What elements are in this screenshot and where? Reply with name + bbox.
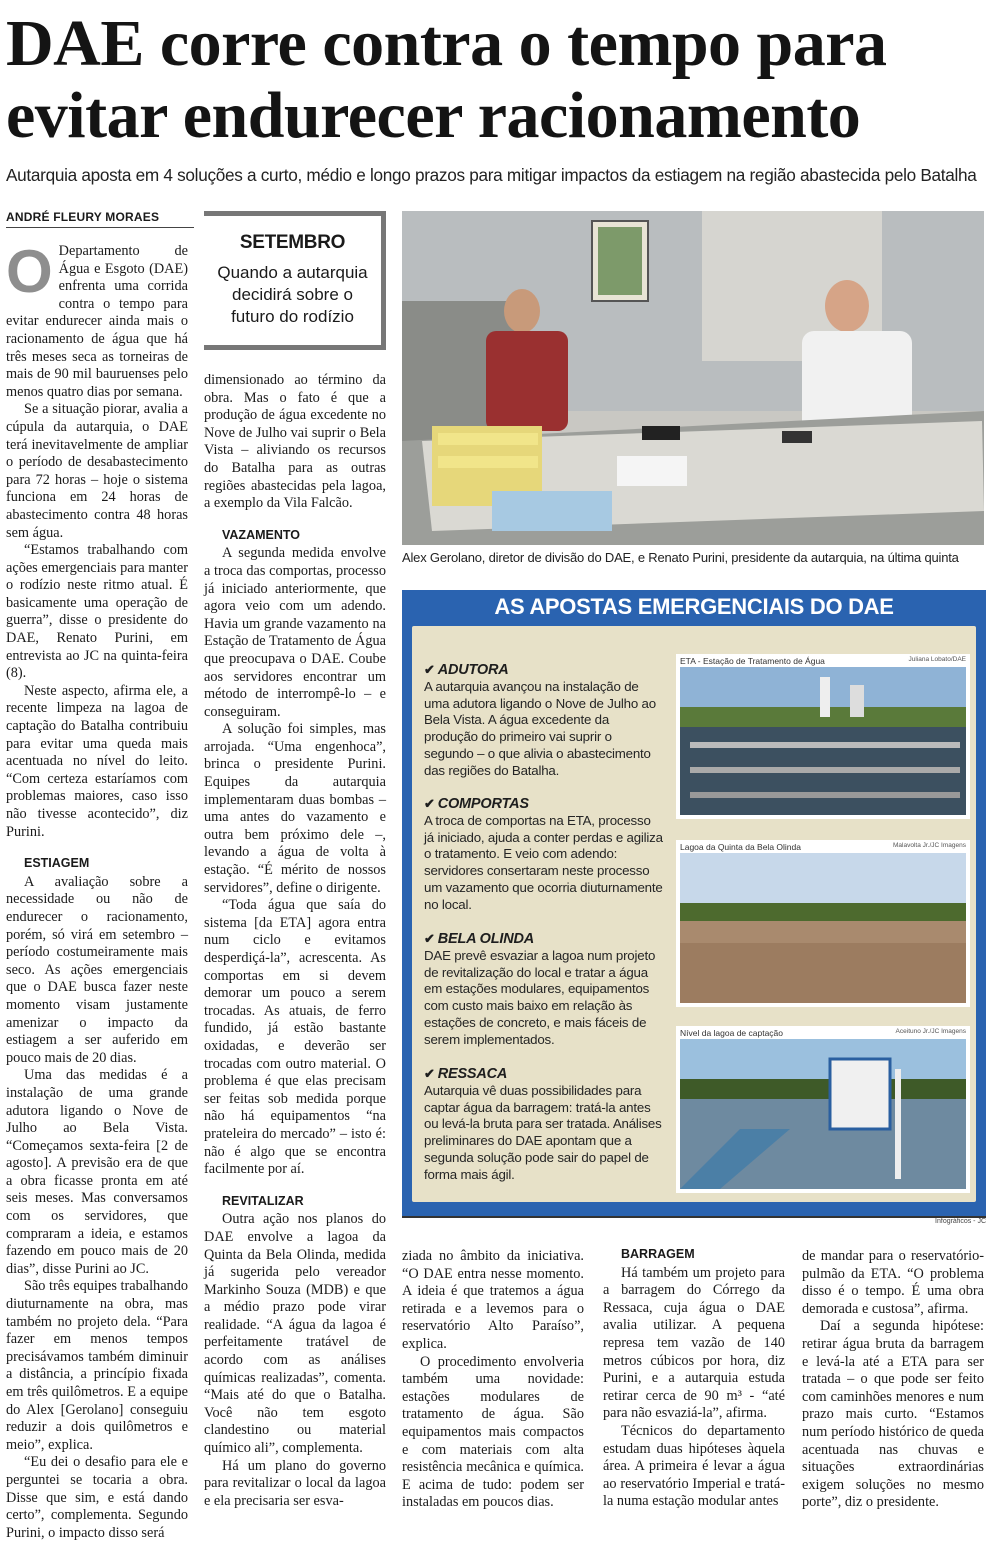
paragraph: Há um plano do governo para revitalizar o local da lagoa e ela precisaria ser esva-: [204, 1457, 386, 1509]
section-heading: BARRAGEM: [621, 1247, 695, 1261]
photo-caption: Alex Gerolano, diretor de divisão do DAE, e Renato Purini, presidente da autarquia, na última quinta: [402, 550, 959, 565]
item-text: DAE prevê esvaziar a lagoa num projeto de revitalização do local e tratar a água em estações modulares, equipamentos com custo mais baixo em relação às estações de concreto, e mais fáceis de serem implementados.: [424, 948, 656, 1047]
drop-cap: O: [6, 238, 53, 305]
byline: ANDRÉ FLEURY MORAES: [6, 210, 194, 228]
check-icon: ✔: [424, 796, 435, 811]
item-title: BELA OLINDA: [437, 931, 535, 947]
paragraph: Se a situação piorar, avalia a cúpula da autarquia, o DAE terá inevitavelmente de ampliar o período de desabastecimento para 72 horas – hoje o sistema funciona em 24 horas de abastecimento contra 48 horas sem água.: [6, 401, 188, 541]
paragraph: “Toda água que saía do sistema [da ETA] agora entra num ciclo e evitamos desperdiçá-la”, acrescenta. As comportas em si devem demorar um pouco a serem trocadas. As atuais, de ferro fundido, já estão bastante oxidadas, e deverão ser trocadas com outro material. O problema é que elas precisam ser feitas sob medida porque não há equipamentos “na prateleira do mercado” – isto é: não é algo que se encontra facilmente por aí.: [204, 897, 386, 1178]
article-column-1: [6, 238, 188, 1542]
infographic-title: AS APOSTAS EMERGENCIAIS DO DAE: [494, 594, 894, 619]
paragraph: Uma das medidas é a instalação de uma grande adutora ligando o Nove de Julho ao Bela Vista. “Começamos sexta-feira [2 de agosto]. A previsão era de que a obra ficasse pronta em até seis meses. Mas conversamos com os servidores, que compraram a ideia, e estamos fazendo em pouco mais de 20 dias”, disse Purini ao JC.: [6, 1067, 188, 1277]
item-text: A autarquia avançou na instalação de uma adutora ligando o Nove de Julho ao Bela Vista. A água excedente da produção do primeiro vai suprir o segundo – o que alivia o abastecimento das regiões do Batalha.: [424, 679, 656, 778]
check-icon: ✔: [424, 931, 435, 946]
paragraph: Outra ação nos planos do DAE envolve a lagoa da Quinta da Bela Olinda, medida já sugerida pelo vereador Markinho Souza (MDB) e que a médio prazo pode virar realidade. “A água da lagoa é perfeitamente tratável de acordo com as análises químicas realizadas”, comenta. “Mais até do que o Batalha. Você não tem esgoto clandestino ou material químico ali”, complementa.: [204, 1211, 386, 1457]
item-title: RESSACA: [437, 1066, 508, 1082]
section-heading: ESTIAGEM: [24, 856, 90, 871]
item-text: A troca de comportas na ETA, processo já iniciado, ajuda a conter perdas e agiliza o tratamento. E veio com adendo: servidores consertaram neste processo um vazamento que ocorria diuturnamente no local.: [424, 813, 663, 912]
section-heading: REVITALIZAR: [222, 1193, 304, 1208]
paragraph: Neste aspecto, afirma ele, a recente limpeza na lagoa de captação do Batalha contribuiu para evitar uma queda mais acentuada no nível do leito. “Com certeza estaríamos com problemas maiores, caso isso não tivesse acontecido”, diz Purini.: [6, 682, 188, 840]
paragraph: A avaliação sobre a necessidade ou não de endurecer o racionamento, porém, só virá em setembro – período costumeiramente mais seco. As ações emergenciais que o DAE busca fazer neste momento visam justamente amenizar o impacto da estiagem a ser auferido em pouco mais de 20 dias.: [6, 873, 188, 1066]
article-column-5: [802, 1248, 984, 1512]
infographic-photo: [676, 840, 970, 1007]
photo-label: ETA - Estação de Tratamento de Água: [680, 656, 825, 666]
infographic-credit: Infográficos - JC: [935, 1218, 986, 1225]
sidebar-box: [204, 211, 386, 350]
infographic-panel: [412, 626, 976, 1202]
paragraph: A solução foi simples, mas arrojada. “Uma engenhoca”, brinca o presidente Purini. Equipes da autarquia implementaram duas bombas – uma antes do vazamento e outra bem próximo dele –, levando a água de volta à estação. “É mérito de nossos servidores”, define o dirigente.: [204, 721, 386, 896]
check-icon: ✔: [424, 1066, 435, 1081]
lagoon-photo: [680, 853, 966, 1003]
item-title: ADUTORA: [437, 662, 509, 678]
paragraph: Daí a segunda hipótese: retirar água bruta da barragem e levá-la até a ETA para ser tratada – o que pode ser feito com caminhões menores e num prazo mais curto. “Estamos num período histórico de queda acentuada nas chuvas e situações extraordinárias exigem soluções no mesmo porte”, diz o presidente.: [802, 1318, 984, 1511]
photo-credit: Aceituno Jr./JC Imagens: [895, 1028, 966, 1035]
article-photo: [402, 211, 984, 545]
photo-label: Nível da lagoa de captação: [680, 1028, 784, 1038]
item-text: Autarquia vê duas possibilidades para captar água da barragem: tratá-la antes ou levá-la bruta para ser tratada. Análises preliminares do DAE apontam que a segunda solução pode sair do papel de forma mais ágil.: [424, 1083, 662, 1182]
infographic-item: [424, 1066, 664, 1183]
office-photo-illustration: [402, 211, 984, 545]
article-column-3: [402, 1248, 584, 1512]
headline-line-1: DAE corre contra o tempo para: [6, 7, 887, 80]
paragraph: Departamento de Água e Esgoto (DAE) enfrenta uma corrida contra o tempo para evitar endurecer ainda mais o racionamento de água que há três meses seca as torneiras de mais de 90 mil bauruenses pelo menos quatro dias por semana.: [6, 243, 188, 400]
eta-photo: [680, 667, 966, 815]
headline: [6, 8, 986, 152]
article-column-4: [603, 1234, 785, 1511]
infographic-item: [424, 796, 664, 913]
check-icon: ✔: [424, 662, 435, 677]
photo-credit: Malavolta Jr./JC Imagens: [893, 842, 966, 849]
paragraph: ziada no âmbito da iniciativa. “O DAE entra nesse momento. A ideia é que tratemos a água retirada e a levemos para o reservatório Alto Paraíso”, explica.: [402, 1248, 584, 1352]
paragraph: São três equipes trabalhando diuturnamente na obra, mas também no projeto dela. “Para fazer em menos tempos precisávamos também diminuir a distância, a princípio fixada em três quilômetros. E a equipe do Alex [Gerolano] conseguiu reduzir a dois quilômetros e meio”, explica.: [6, 1278, 188, 1453]
infographic-photo: [676, 654, 970, 819]
infographic-photo: [676, 1026, 970, 1193]
paragraph: Há também um projeto para a barragem do Córrego da Ressaca, cuja água o DAE avalia utilizar. A pequena represa tem vazão de 140 metros cúbicos por hora, diz Purini, e a autarquia estuda retirar cerca de 90 m³ - “até para não esvaziá-la”, afirma.: [603, 1264, 785, 1422]
paragraph: “Eu dei o desafio para ele e perguntei se tocaria a obra. Disse que sim, e está dando certo”, complementa. Segundo Purini, o impacto disso será: [6, 1454, 188, 1541]
infographic-item: [424, 662, 664, 779]
article-column-2: [204, 372, 386, 1510]
item-title: COMPORTAS: [437, 796, 529, 812]
section-heading: VAZAMENTO: [222, 527, 301, 542]
paragraph: Técnicos do departamento estudam duas hipóteses àquela área. A primeira é levar a água ao reservatório Imperial e tratá-la numa estação modular antes: [603, 1422, 785, 1510]
paragraph: de mandar para o reservatório-pulmão da ETA. “O problema disso é o tempo. É uma obra demorada e custosa”, afirma.: [802, 1248, 984, 1317]
infographic-item: [424, 931, 664, 1048]
photo-credit: Juliana Lobato/DAE: [908, 656, 966, 663]
photo-label: Lagoa da Quinta da Bela Olinda: [680, 842, 801, 852]
paragraph: A segunda medida envolve a troca das comportas, processo já iniciado anteriormente, que agora veio com um adendo. Havia um grande vazamento na Estação de Tratamento de Água que preocupava o DAE. Coube aos servidores encontrar um método de interrompê-lo – e conseguiram.: [204, 545, 386, 720]
paragraph: dimensionado ao término da obra. Mas o fato é que a produção de água excedente no Nove de Julho vai suprir o Bela Vista – aliviando os recursos do Batalha para as outras regiões abastecidas pela lagoa, a exemplo da Vila Falcão.: [204, 372, 386, 512]
subheadline: Autarquia aposta em 4 soluções a curto, médio e longo prazos para mitigar impactos da estiagem na região abastecida pelo Batalha: [6, 165, 977, 185]
headline-line-2: evitar endurecer racionamento: [6, 79, 861, 152]
reservoir-photo: [680, 1039, 966, 1189]
sidebar-text: Quando a autarquia decidirá sobre o futuro do rodízio: [217, 263, 368, 326]
paragraph: “Estamos trabalhando com ações emergenciais para manter o rodízio neste ritmo atual. É basicamente uma operação de guerra”, disse o presidente do DAE, Renato Purini, em entrevista ao JC na quinta-feira (8).: [6, 542, 188, 682]
paragraph: O procedimento envolveria também uma novidade: estações modulares de tratamento de água. São equipamentos mais compactos e com materiais com alta resistência mecânica e química. E acima de tudo: podem ser instaladas em poucos dias.: [402, 1353, 584, 1511]
infographic: [402, 590, 986, 1218]
sidebar-title: SETEMBRO: [239, 232, 346, 253]
